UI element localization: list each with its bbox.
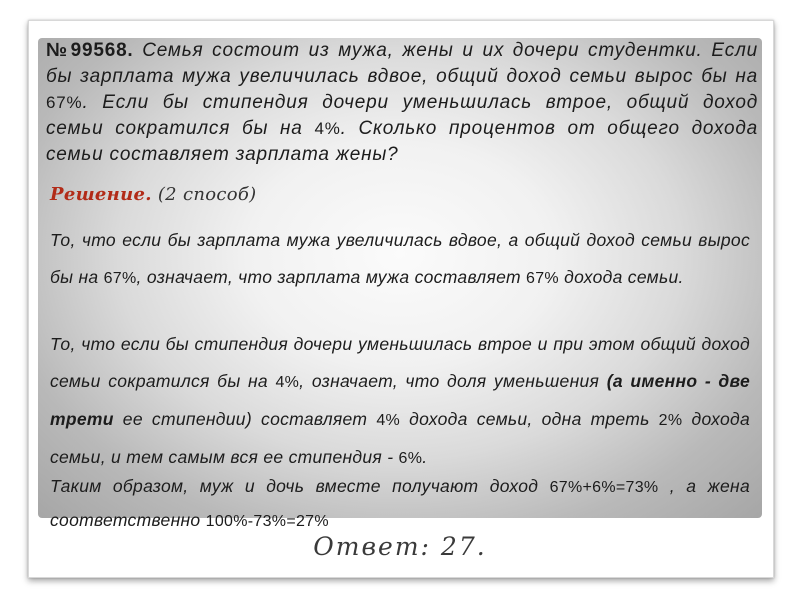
para2-pct-2: 4% bbox=[376, 412, 401, 429]
para2-text-e: дохода семьи, и тем самым вся ее стипендия - bbox=[50, 409, 750, 467]
problem-text-2: . Если бы стипендия дочери уменьшилась втрое, общий доход семьи сократился бы на bbox=[46, 92, 758, 139]
problem-statement bbox=[46, 38, 758, 168]
para2-text-a: То, что если бы стипендия дочери уменьшилась втрое и при этом общий доход семьи сократился бы на bbox=[50, 334, 750, 391]
para2-pct-4: 6% bbox=[398, 450, 423, 467]
para2-text-c: ее стипендии) составляет bbox=[113, 409, 377, 429]
para3-formula-2: 100%-73%=27% bbox=[205, 513, 329, 530]
para1-text-b: , означает, что зарплата мужа составляет bbox=[136, 267, 526, 287]
problem-pct-1: 67% bbox=[46, 93, 83, 112]
solution-method: (2 способ) bbox=[151, 184, 257, 205]
para2-bold-text: (а именно - две трети bbox=[50, 371, 751, 429]
solution-paragraph-3 bbox=[50, 470, 750, 538]
para2-pct-3: 2% bbox=[658, 412, 683, 429]
para1-text-a: То, что если бы зарплата мужа увеличилась вдвое, а общий доход семьи вырос бы на bbox=[50, 230, 750, 287]
para3-text-b: , а жена соответственно bbox=[50, 476, 750, 530]
para2-pct-1: 4% bbox=[275, 374, 300, 391]
problem-text-1: Семья состоит из мужа, жены и их дочери студентки. Если бы зарплата мужа увеличилась вдвое, общий доход семьи вырос бы на bbox=[46, 40, 758, 87]
para2-text-d: дохода семьи, одна треть bbox=[400, 409, 659, 429]
para2-text-b: , означает, что доля уменьшения bbox=[299, 371, 607, 391]
para1-text-c: дохода семьи. bbox=[558, 267, 684, 287]
answer: Ответ: 27. bbox=[313, 532, 487, 561]
solution-paragraph-1 bbox=[50, 222, 750, 297]
problem-text-3: . Сколько процентов от общего дохода семьи составляет зарплата жены? bbox=[46, 118, 758, 165]
para1-pct-2: 67% bbox=[526, 270, 559, 287]
para3-formula-1: 67%+6%=73% bbox=[549, 479, 659, 496]
solution-label: Решение. bbox=[50, 184, 152, 205]
solution-heading bbox=[50, 184, 256, 205]
para1-pct-1: 67% bbox=[103, 270, 137, 287]
problem-number: №99568. bbox=[46, 40, 134, 61]
solution-paragraph-2 bbox=[50, 326, 750, 477]
para2-text-f: . bbox=[422, 447, 428, 467]
problem-pct-2: 4% bbox=[314, 119, 341, 138]
para3-text-a: Таким образом, муж и дочь вместе получают доход bbox=[50, 476, 550, 496]
